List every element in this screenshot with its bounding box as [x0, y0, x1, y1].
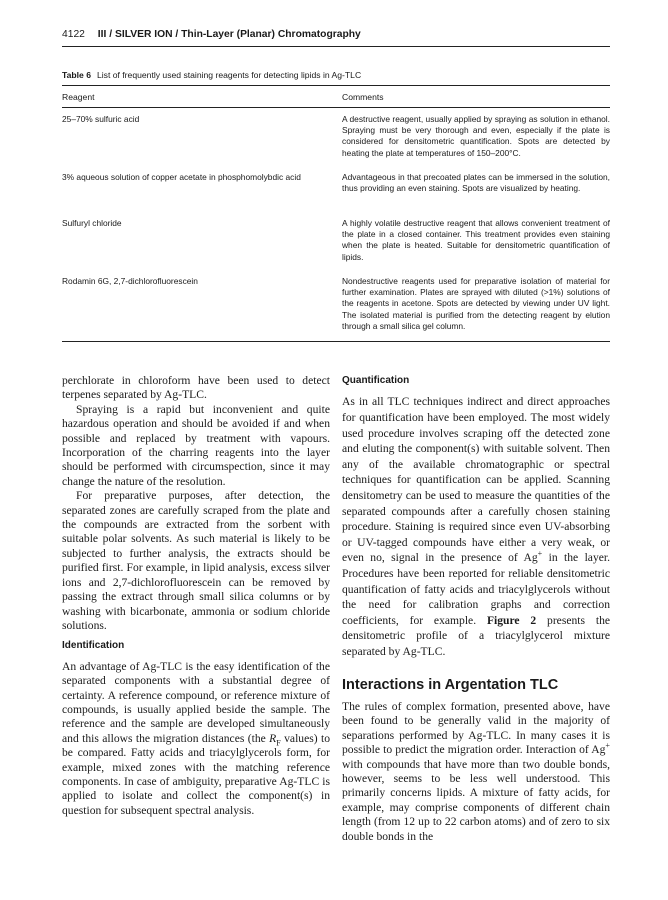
right-column [342, 374, 610, 844]
paragraph: An advantage of Ag-TLC is the easy identification of the separated components with a substantial degree of certainty. A reference compound, or reference mixture of compounds, is usually applied beside the sample. The reference and the sample are developed simultaneously and this allows the migration distances (the $R_F$ values) to be compared. Fatty acids and triacylglycerols form, for example, mixed zones with the matching reference components. In case of ambiguity, preparative Ag-TLC is applied to isolate and collect the component(s) in question for subsequent spectral analysis. [62, 659, 330, 817]
running-title: III / SILVER ION / Thin-Layer (Planar) Chromatography [97, 29, 361, 40]
paragraph: For preparative purposes, after detection, the separated zones are carefully scraped from the plate and the compounds are extracted from the sorbent with suitable polar solvents. As such material is likely to be subjected to further analysis, the extracts should be purified first. For example, in lipid analysis, excess silver ions and 2,7-dichlorofluorescein can be removed by passing the extract through small silica columns or by washing with bicarbonate, ammonia or sodium chloride solutions. [62, 489, 330, 632]
table-top-rule [62, 85, 610, 86]
header-rule [62, 46, 610, 47]
table-header-comments: Comments [342, 92, 384, 102]
section-title-interactions: Interactions in Argentation TLC [342, 676, 559, 693]
figure-reference[interactable]: Figure 2 [486, 613, 537, 627]
section-heading-quantification: Quantification [342, 375, 410, 386]
superscript-plus: + [605, 741, 610, 751]
page-number: 4122 [62, 29, 85, 40]
reagent-cell: 25–70% sulfuric acid [62, 114, 140, 124]
reagent-cell: 3% aqueous solution of copper acetate in phosphomolybdic acid [62, 172, 301, 182]
rf-subscript: F [276, 738, 281, 748]
table-header-rule [62, 107, 610, 108]
comment-cell: A highly volatile destructive reagent that allows convenient treatment of the plate in a closed container. This treatment provides even staining when the plate is heated. Suitable for densitometric quantification of lipids. [342, 218, 610, 262]
paragraph: perchlorate in chloroform have been used to detect terpenes separated by Ag-TLC. [62, 374, 330, 402]
section-heading-identification: Identification [62, 640, 125, 652]
comment-cell: A destructive reagent, usually applied by spraying as solution in ethanol. Spraying must be very thorough and even, especially if the plate is considered for densitometric quantification. Spots are detected by heating the plate at temperatures of 150–200°C. [342, 114, 610, 158]
reagent-cell: Rodamin 6G, 2,7-dichlorofluorescein [62, 276, 198, 286]
rf-symbol: R [269, 731, 277, 745]
reagent-cell: Sulfuryl chloride [62, 218, 122, 228]
table-caption [62, 70, 361, 80]
left-column [62, 374, 330, 818]
paragraph: The rules of complex formation, presented above, have been found to be generally valid in the majority of separations performed by Ag-TLC. In many cases it is possible to predict the migration order. Interaction of Ag+ with compounds that have more than two double bonds, however, seems to be less well understood. This primarily concerns lipids. A mixture of fatty acids, for example, may comprise components of different chain length (from 12 up to 22 carbon atoms) and of zero to six double bonds in the [342, 699, 610, 843]
table-bottom-rule [62, 341, 610, 342]
paragraph: As in all TLC techniques indirect and direct approaches for quantification have been employed. The most widely used procedure involves scraping off the detected zone and eluting the component(s) with suitable solvent. Then any of the available chromatographic or spectral techniques for quantification can be applied. Scanning densitometry can be used to measure the quantities of the separated compounds after a carefully chosen staining procedure. Staining is required since even UV-absorbing or UV-tagged compounds have either a very weak, or even no, signal in the presence of Ag+ in the layer. Procedures have been reported for reliable densitometric quantification of fatty acids and triacylglycerols without the need for calibration graphs and correction coefficients, for example. Figure 2 presents the densitometric profile of a triacylglycerol mixture separated by Ag-TLC. [342, 395, 611, 658]
table-header-reagent: Reagent [62, 92, 95, 102]
table-label: Table 6 [62, 70, 91, 80]
paragraph: Spraying is a rapid but inconvenient and quite hazardous operation and should be avoided if and when possible and replaced by treatment with vapours. Incorporation of the charring reagents into the layer should be performed with circumspection, since it may change the nature of the resolution. [62, 402, 330, 488]
running-header [62, 29, 361, 40]
table-caption-text: List of frequently used staining reagents for detecting lipids in Ag-TLC [96, 70, 362, 80]
superscript-plus: + [537, 549, 543, 559]
comment-cell: Nondestructive reagents used for preparative isolation of material for further examination. Plates are sprayed with diluted (>1%) solutions of the reagents in acetone. Spots are detected by viewing under UV light. The isolated material is purified from the detecting reagent by elution through a small silica gel column. [342, 276, 610, 331]
comment-cell: Advantageous in that precoated plates can be immersed in the solution, thus providing an even staining. Spots are visualized by heating. [342, 172, 610, 194]
